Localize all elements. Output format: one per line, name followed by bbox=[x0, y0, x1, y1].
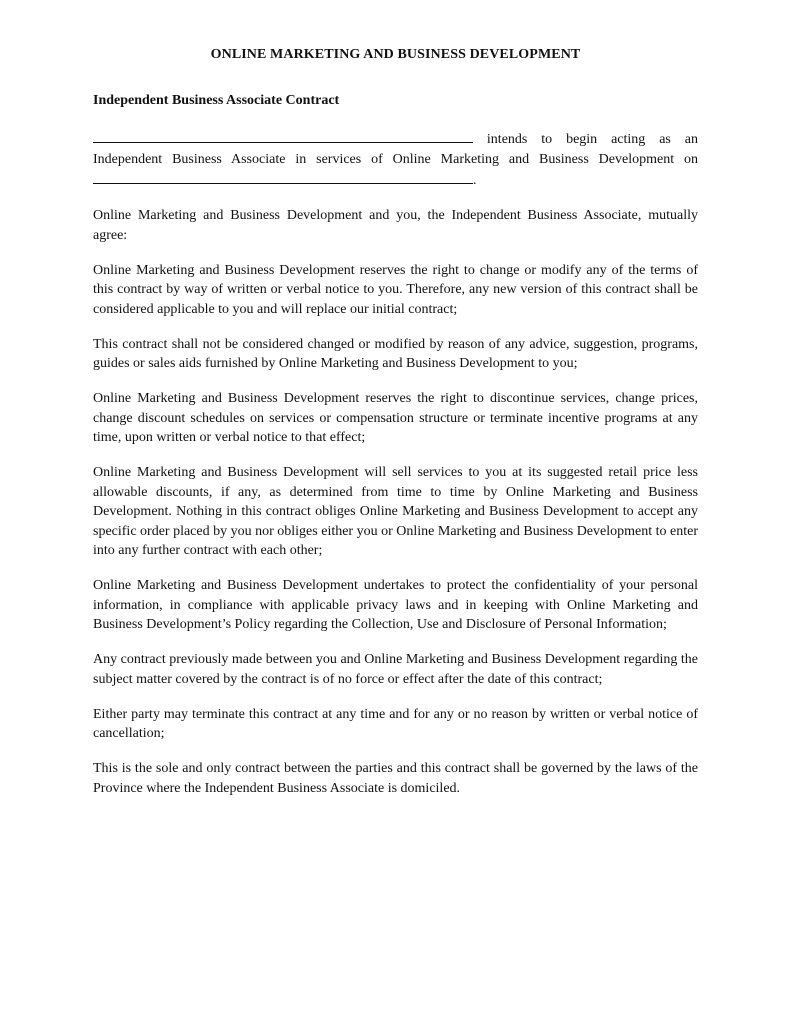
contract-subtitle: Independent Business Associate Contract bbox=[93, 93, 340, 108]
agreement-paragraph: Online Marketing and Business Development and you, the Independent Business Associate, mutually agree: bbox=[93, 208, 698, 243]
intro-text: intends to begin acting as an Independent Business Associate in services of Online Marketing and Business Development on bbox=[93, 132, 698, 167]
clause-termination: Either party may terminate this contract at any time and for any or no reason by written or verbal notice of cancellation; bbox=[93, 706, 698, 741]
contract-page bbox=[93, 44, 698, 814]
clause-no-modification: This contract shall not be considered changed or modified by reason of any advice, suggestion, programs, guides or sales aids furnished by Online Marketing and Business Development to you; bbox=[93, 336, 698, 371]
start-date-blank[interactable] bbox=[93, 169, 473, 184]
clause-retail-price: Online Marketing and Business Development will sell services to you at its suggested retail price less allowable discounts, if any, as determined from time to time by Online Marketing and Business Development. Nothing in this contract obliges Online Marketing and Business Development to accept any specific order placed by you nor obliges either you or Online Marketing and Business Development to enter into any further contract with each other; bbox=[93, 465, 698, 558]
clause-discontinue-services: Online Marketing and Business Development reserves the right to discontinue services, change prices, change discount schedules on services or compensation structure or terminate incentive programs at any time, upon written or verbal notice to that effect; bbox=[93, 391, 698, 445]
clause-confidentiality: Online Marketing and Business Development undertakes to protect the confidentiality of your personal information, in compliance with applicable privacy laws and in keeping with Online Marketing and Business Development’s Policy regarding the Collection, Use and Disclosure of Personal Information; bbox=[93, 578, 698, 632]
clause-governing-law: This is the sole and only contract between the parties and this contract shall be governed by the laws of the Province where the Independent Business Associate is domiciled. bbox=[93, 761, 698, 796]
clause-change-terms: Online Marketing and Business Development reserves the right to change or modify any of the terms of this contract by way of written or verbal notice to you. Therefore, any new version of this contract shall be considered applicable to you and will replace our initial contract; bbox=[93, 262, 698, 317]
intro-paragraph bbox=[93, 128, 698, 191]
associate-name-blank[interactable] bbox=[93, 128, 473, 143]
intro-end-punct: . bbox=[473, 173, 477, 188]
clause-previous-contract: Any contract previously made between you and Online Marketing and Business Development regarding the subject matter covered by the contract is of no force or effect after the date of this contract; bbox=[93, 652, 698, 687]
document-title: ONLINE MARKETING AND BUSINESS DEVELOPMENT bbox=[210, 47, 581, 62]
